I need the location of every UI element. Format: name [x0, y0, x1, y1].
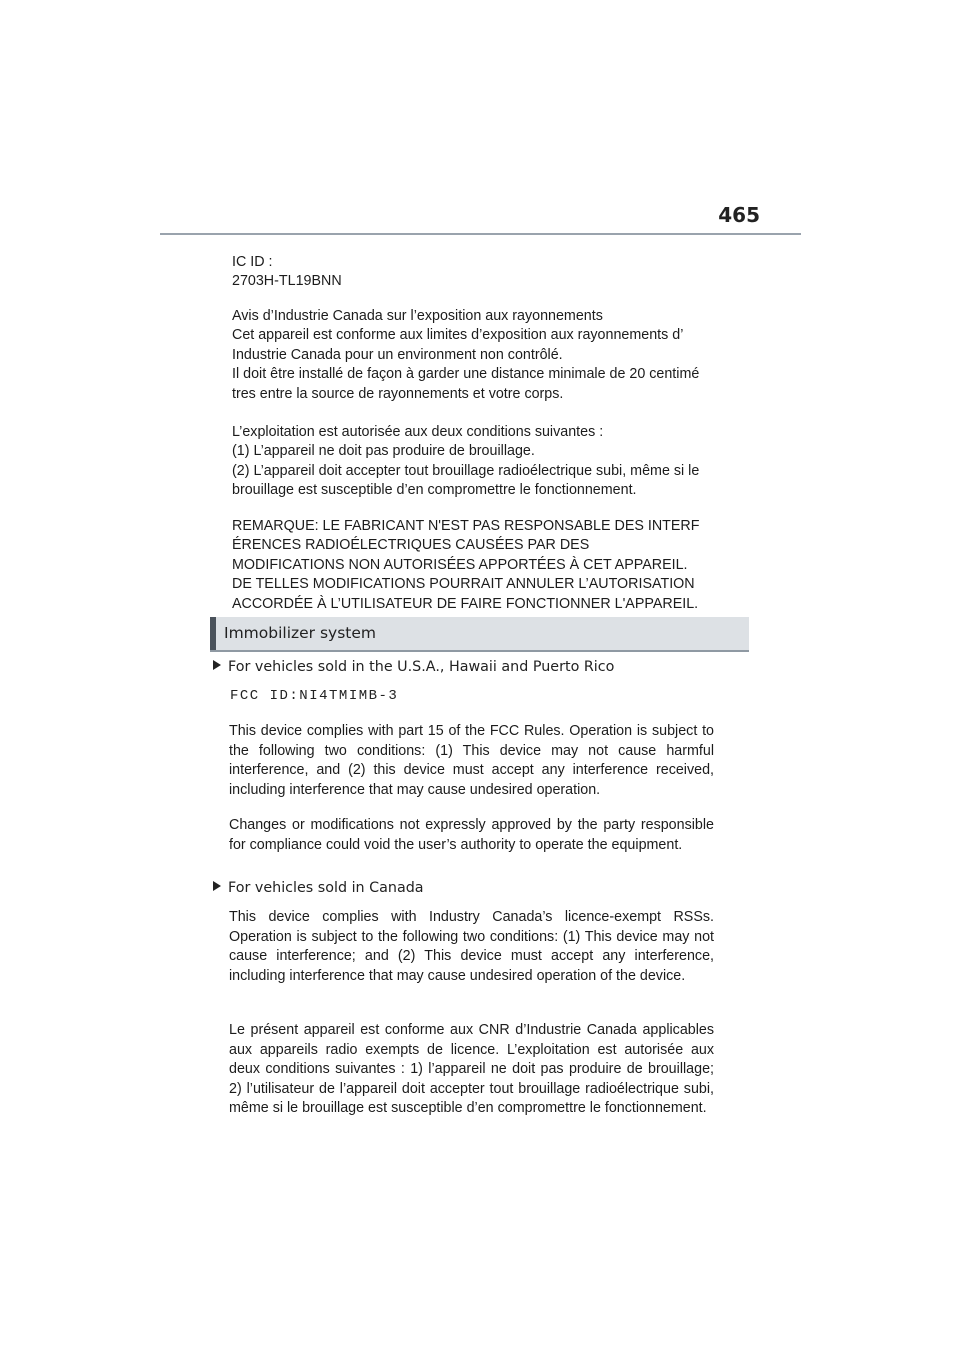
avis-line: Industrie Canada pour un environment non contrôlé. [232, 346, 563, 363]
remarque-line: ACCORDÉE À L’UTILISATEUR DE FAIRE FONCTIONNER L'APPAREIL. [232, 595, 699, 612]
header-rule [160, 233, 801, 235]
canada-french-paragraph: Le présent appareil est conforme aux CNR d’Industrie Canada applicables aux appareils radio exempts de licence. L’exploitation est autorisée aux deux conditions suivantes : 1) l’appareil ne doit pas produire de brouillage; 2) l’utilisateur de l’appareil doit accepter tout brouillage radioélectrique subi, même si le brouillage est susceptible d’en compromettre le fonctionnement. [229, 1022, 714, 1117]
fcc-changes-text [229, 816, 714, 855]
us-subheading-text: For vehicles sold in the U.S.A., Hawaii and Puerto Rico [228, 659, 615, 675]
canada-english-paragraph: This device complies with Industry Canada’s licence-exempt RSSs. Operation is subject to the following two conditions: (1) This device may not cause interference; and (2) This device must accept any interference, including interference that may cause undesired operation of the device. [229, 909, 714, 984]
avis-line: Il doit être installé de façon à garder une distance minimale de 20 centimé [232, 366, 700, 383]
remarque-line: REMARQUE: LE FABRICANT N'EST PAS RESPONSABLE DES INTERF [232, 518, 700, 534]
section-header [210, 617, 749, 652]
remarque-line: MODIFICATIONS NON AUTORISÉES APPORTÉES À CET APPAREIL. [232, 556, 688, 573]
canada-french-text [229, 1021, 714, 1119]
fcc-compliance-text [229, 722, 714, 800]
triangle-bullet-icon [213, 660, 221, 670]
remarque-line: ÉRENCES RADIOÉLECTRIQUES CAUSÉES PAR DES [232, 537, 590, 554]
exploitation-line: (2) L’appareil doit accepter tout brouillage radioélectrique subi, même si le [232, 462, 700, 479]
avis-block [232, 307, 742, 404]
exploitation-line: L’exploitation est autorisée aux deux conditions suivantes : [232, 424, 604, 440]
us-subheading [213, 659, 614, 675]
exploitation-line: brouillage est susceptible d’en compromettre le fonctionnement. [232, 482, 637, 499]
exploitation-block [232, 423, 742, 501]
exploitation-line: (1) L’appareil ne doit pas produire de brouillage. [232, 443, 535, 460]
remarque-block [232, 517, 742, 614]
ic-id-value: 2703H-TL19BNN [232, 273, 342, 290]
ic-id-block [232, 253, 742, 292]
canada-subheading-text: For vehicles sold in Canada [228, 880, 424, 896]
fcc-id: FCC ID:NI4TMIMB-3 [230, 688, 399, 704]
page-number: 465 [718, 203, 760, 227]
fcc-changes-paragraph: Changes or modifications not expressly approved by the party responsible for compliance could void the user’s authority to operate the equipment. [229, 817, 714, 853]
triangle-bullet-icon [213, 881, 221, 891]
canada-subheading [213, 880, 424, 896]
avis-line: tres entre la source de rayonnements et votre corps. [232, 385, 564, 402]
section-accent-bar [210, 617, 216, 650]
section-title: Immobilizer system [224, 624, 377, 642]
ic-id-label: IC ID : [232, 254, 273, 270]
canada-english-text [229, 908, 714, 986]
fcc-compliance-paragraph: This device complies with part 15 of the FCC Rules. Operation is subject to the following two conditions: (1) This device may not cause harmful interference, and (2) this device must accept any interference received, including interference that may cause undesired operation. [229, 723, 714, 798]
remarque-line: DE TELLES MODIFICATIONS POURRAIT ANNULER L’AUTORISATION [232, 576, 695, 593]
avis-line: Avis d’Industrie Canada sur l’exposition aux rayonnements [232, 308, 603, 324]
avis-line: Cet appareil est conforme aux limites d’exposition aux rayonnements d’ [232, 327, 684, 344]
